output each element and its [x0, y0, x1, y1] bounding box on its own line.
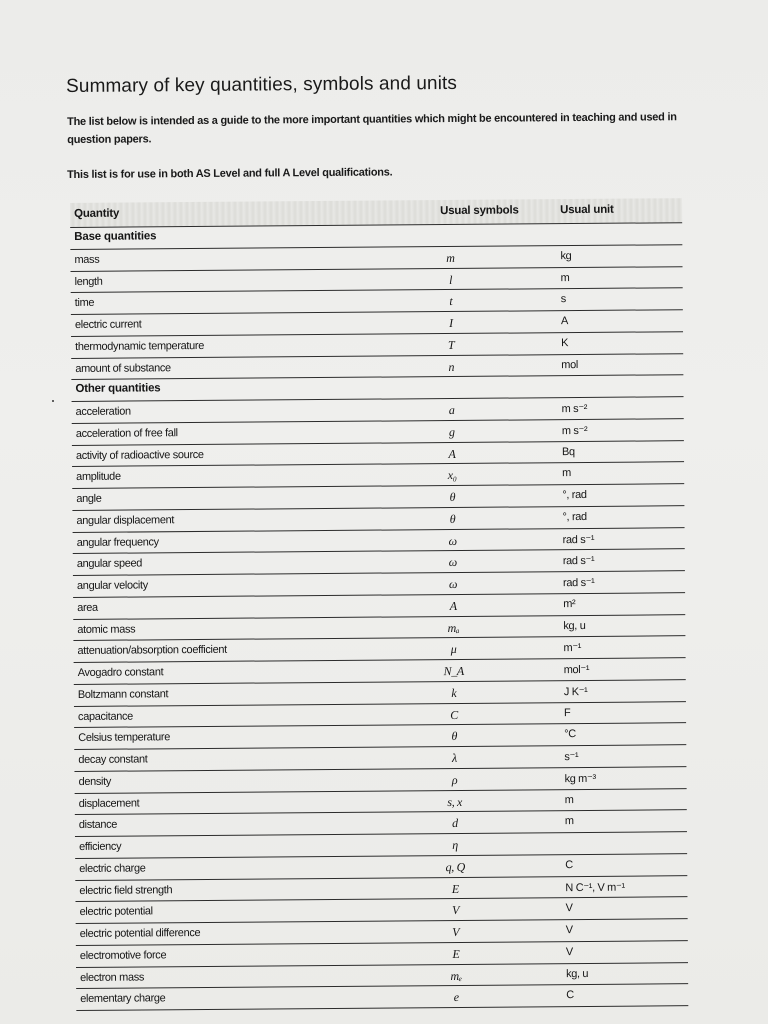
symbol-cell: θ: [449, 489, 456, 505]
unit-cell: rad s⁻¹: [562, 555, 595, 568]
symbol-cell: q, Q: [445, 859, 465, 874]
section-label: Base quantities: [74, 230, 157, 243]
unit-cell: °, rad: [562, 510, 587, 523]
unit-cell: A: [560, 315, 568, 328]
unit-cell: m²: [563, 597, 576, 610]
symbol-cell: V: [452, 903, 460, 918]
unit-cell: m: [562, 467, 572, 480]
symbol-cell: m: [446, 250, 455, 265]
unit-cell: kg, u: [566, 967, 589, 980]
quantity-cell: time: [74, 297, 95, 310]
symbol-cell: ω: [448, 576, 458, 592]
unit-cell: °, rad: [562, 488, 587, 502]
symbol-cell: E: [452, 946, 460, 961]
quantity-cell: efficiency: [79, 840, 122, 853]
unit-cell: m⁻¹: [563, 642, 582, 655]
quantity-cell: electric potential difference: [79, 926, 201, 940]
symbol-cell: t: [449, 294, 453, 309]
unit-cell: °C: [564, 728, 576, 741]
quantity-cell: electromotive force: [79, 949, 167, 962]
unit-cell: C: [566, 989, 574, 1002]
quantity-cell: acceleration of free fall: [75, 426, 178, 440]
unit-cell: V: [565, 945, 573, 958]
quantity-cell: angle: [76, 492, 102, 505]
table-row: [76, 984, 688, 1011]
other-quantities-group: [72, 397, 689, 1011]
unit-cell: s⁻¹: [564, 751, 579, 764]
unit-cell: V: [565, 924, 573, 937]
quantity-cell: electric field strength: [79, 883, 173, 897]
symbol-cell: s, x: [447, 794, 463, 809]
scope-note: This list is for use in both AS Level and full A Level qualifications.: [67, 166, 393, 181]
quantity-cell: electric potential: [79, 905, 153, 919]
symbol-cell: ρ: [451, 772, 458, 787]
symbol-cell: T: [447, 337, 455, 352]
quantity-cell: length: [74, 275, 103, 288]
section-label: Other quantities: [75, 382, 161, 396]
symbol-cell: ω: [448, 533, 457, 548]
unit-cell: mol: [561, 358, 579, 371]
symbol-cell: x₀: [447, 468, 457, 483]
quantity-cell: angular velocity: [76, 579, 148, 592]
symbol-cell: θ: [451, 729, 458, 744]
quantity-cell: acceleration: [75, 405, 131, 418]
symbol-cell: E: [451, 881, 459, 896]
unit-cell: C: [565, 858, 573, 871]
quantity-cell: electric current: [74, 318, 142, 331]
quantity-cell: mass: [74, 253, 100, 266]
symbol-cell: N_A: [443, 663, 464, 679]
symbol-cell: n: [448, 359, 455, 374]
unit-cell: F: [563, 706, 571, 719]
unit-cell: kg m⁻³: [564, 772, 596, 785]
base-quantities-group: [70, 245, 683, 380]
unit-cell: m: [564, 793, 574, 806]
unit-cell: m: [564, 815, 574, 828]
quantities-table: [70, 198, 688, 1011]
quantity-cell: Avogadro constant: [77, 666, 164, 679]
unit-cell: N C⁻¹, V m⁻¹: [565, 881, 625, 894]
intro-paragraph: The list below is intended as a guide to the more important quantities which might be encountered in teaching and used in question papers.: [67, 111, 677, 146]
paper-speck: [52, 400, 54, 402]
unit-cell: rad s⁻¹: [562, 576, 595, 590]
unit-cell: V: [565, 902, 573, 915]
quantity-cell: activity of radioactive source: [75, 448, 204, 462]
symbol-cell: l: [449, 272, 453, 287]
header-usual-symbols: Usual symbols: [440, 204, 519, 218]
symbol-cell: A: [449, 598, 457, 613]
quantity-cell: attenuation/absorption coefficient: [77, 644, 227, 658]
quantity-cell: area: [77, 601, 98, 614]
unit-cell: s: [560, 293, 566, 306]
unit-cell: rad s⁻¹: [562, 533, 595, 546]
unit-cell: Bq: [561, 445, 575, 458]
quantity-cell: capacitance: [77, 710, 133, 723]
quantity-cell: electron mass: [80, 970, 145, 984]
page-title: Summary of key quantities, symbols and units: [66, 72, 458, 97]
quantity-cell: decay constant: [78, 753, 148, 766]
unit-cell: K: [561, 336, 569, 349]
symbol-cell: mₑ: [450, 968, 462, 983]
symbol-cell: A: [448, 446, 456, 461]
header-usual-unit: Usual unit: [560, 203, 614, 217]
quantity-cell: angular frequency: [76, 535, 159, 549]
symbol-cell: θ: [449, 511, 456, 526]
quantity-cell: amplitude: [76, 470, 121, 484]
header-quantity: Quantity: [74, 207, 120, 220]
quantity-cell: angular speed: [76, 557, 143, 571]
symbol-cell: k: [451, 685, 457, 700]
unit-cell: J K⁻¹: [563, 685, 588, 698]
quantity-cell: atomic mass: [77, 623, 136, 636]
symbol-cell: e: [453, 990, 459, 1005]
symbol-cell: ω: [448, 555, 457, 570]
symbol-cell: V: [452, 924, 460, 940]
quantity-cell: angular displacement: [76, 513, 175, 527]
unit-cell: m s⁻²: [561, 402, 588, 416]
quantity-cell: distance: [78, 818, 118, 832]
unit-cell: m: [560, 271, 570, 284]
symbol-cell: a: [448, 402, 455, 418]
quantity-cell: Boltzmann constant: [77, 687, 169, 701]
quantity-cell: displacement: [78, 796, 140, 810]
quantity-cell: elementary charge: [80, 992, 166, 1006]
quantity-cell: Celsius temperature: [78, 731, 171, 745]
unit-cell: kg, u: [563, 619, 586, 632]
symbol-cell: μ: [450, 642, 457, 657]
symbol-cell: η: [452, 837, 458, 853]
quantity-cell: amount of substance: [75, 361, 171, 375]
symbol-cell: mₐ: [447, 620, 460, 635]
quantity-cell: electric charge: [79, 862, 146, 875]
symbol-cell: I: [449, 315, 453, 331]
unit-cell: kg: [560, 249, 572, 262]
symbol-cell: λ: [451, 750, 457, 766]
symbol-cell: C: [450, 707, 458, 722]
quantity-cell: density: [78, 775, 111, 788]
symbol-cell: g: [448, 424, 455, 439]
quantity-cell: thermodynamic temperature: [75, 339, 204, 353]
unit-cell: mol⁻¹: [563, 663, 590, 677]
unit-cell: m s⁻²: [561, 424, 588, 437]
symbol-cell: d: [452, 816, 458, 831]
